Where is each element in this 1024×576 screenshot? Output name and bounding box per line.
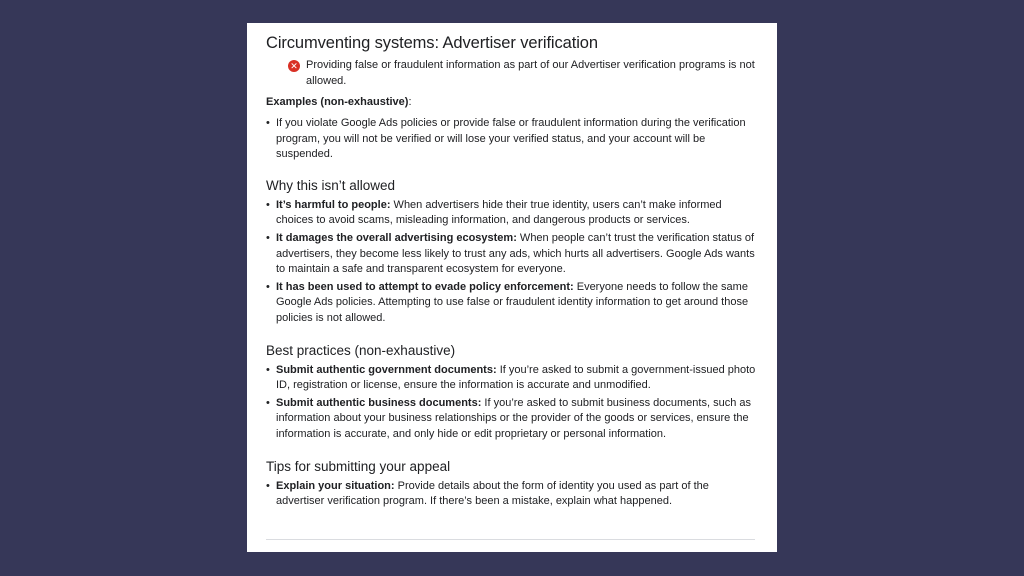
tips-list	[266, 479, 758, 510]
why-list	[266, 198, 758, 327]
section-heading-tips: Tips for submitting your appeal	[266, 458, 451, 474]
policy-document	[247, 23, 777, 552]
notice-text: Providing false or fraudulent information as part of our Advertiser verification programs is not allowed.	[306, 59, 755, 87]
divider	[266, 539, 755, 540]
list-item: • It has been used to attempt to evade policy enforcement: Everyone needs to follow the same Google Ads policies. Attempting to use false or fraudulent identity information to get around those policies is not allowed.	[266, 280, 758, 327]
examples-label: Examples (non-exhaustive):	[266, 96, 412, 108]
list-item: • Submit authentic business documents: If you’re asked to submit business documents, such as information about your business relationships or the provider of the goods or services, ensure the information is accurate, and only hide or edit proprietary or personal information.	[266, 396, 758, 443]
examples-list	[266, 116, 758, 163]
error-x-icon: ✕	[288, 60, 300, 72]
list-item: • It damages the overall advertising ecosystem: When people can’t trust the verification status of advertisers, they become less likely to trust any ads, which hurts all advertisers. Google Ads wants to maintain a safe and transparent ecosystem for everyone.	[266, 231, 758, 278]
not-allowed-notice	[266, 58, 758, 89]
page-title: Circumventing systems: Advertiser verification	[266, 34, 598, 52]
best-practices-list	[266, 363, 758, 443]
list-item: • It’s harmful to people: When advertisers hide their true identity, users can’t make informed choices to avoid scams, misleading information, and dangerous products or services.	[266, 198, 758, 229]
section-heading-why: Why this isn’t allowed	[266, 177, 396, 193]
list-item: • If you violate Google Ads policies or provide false or fraudulent information during the verification program, you will not be verified or will lose your verified status, and your account will be suspended.	[266, 116, 758, 163]
section-heading-best-practices: Best practices (non-exhaustive)	[266, 342, 456, 358]
list-item: • Submit authentic government documents: If you’re asked to submit a government-issued photo ID, registration or license, ensure the information is accurate and unmodified.	[266, 363, 758, 394]
list-item: • Explain your situation: Provide details about the form of identity you used as part of the advertiser verification program. If there’s been a mistake, explain what happened.	[266, 479, 758, 510]
